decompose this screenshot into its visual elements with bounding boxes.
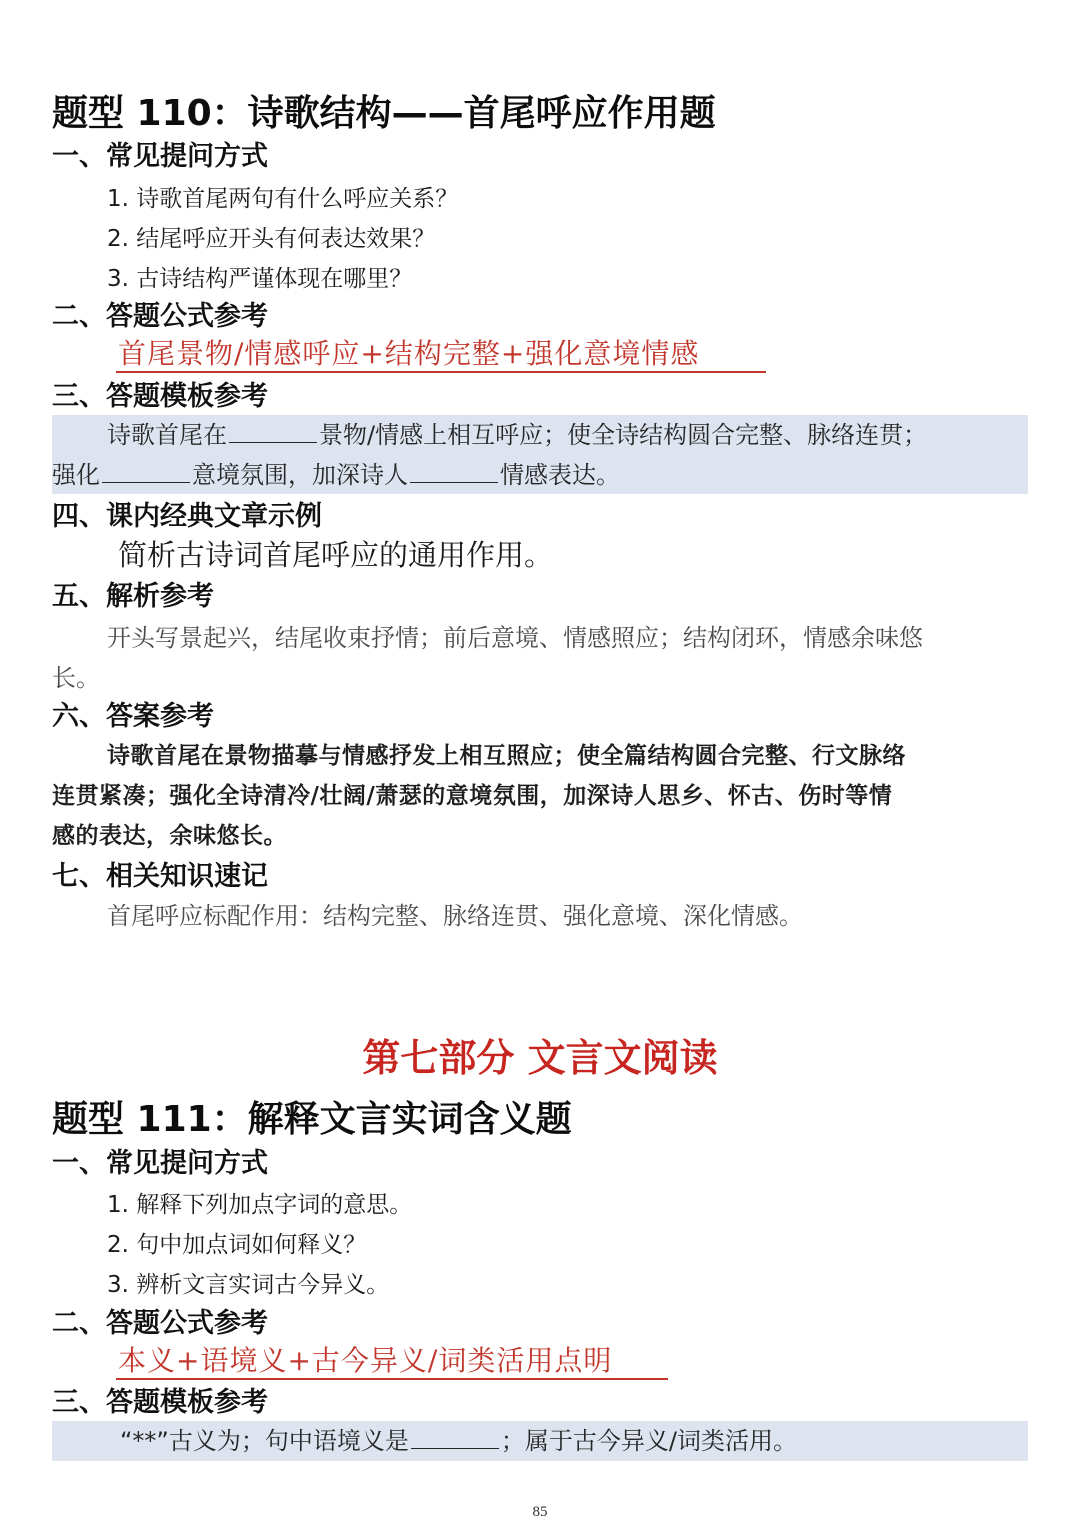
heading-answer-formula: 二、答题公式参考 bbox=[52, 301, 268, 332]
formula-underline bbox=[116, 1378, 668, 1380]
fill-blank bbox=[102, 460, 190, 483]
template-text: “**”古义为；句中语境义是 bbox=[120, 1427, 409, 1455]
section-110-title: 题型 110：诗歌结构——首尾呼应作用题 bbox=[52, 93, 716, 134]
template-text: 强化 bbox=[52, 461, 100, 489]
fill-blank bbox=[229, 420, 317, 443]
answer-line-2: 连贯紧凑；强化全诗清冷/壮阔/萧瑟的意境氛围，加深诗人思乡、怀古、伤时等情 bbox=[52, 782, 893, 809]
question-item: 3. 辨析文言实词古今异义。 bbox=[107, 1272, 390, 1298]
template-line-1 bbox=[120, 1421, 797, 1461]
heading-analysis: 五、解析参考 bbox=[52, 581, 214, 612]
template-text: 意境氛围，加深诗人 bbox=[192, 461, 408, 489]
quick-memo-text: 首尾呼应标配作用：结构完整、脉络连贯、强化意境、深化情感。 bbox=[107, 902, 803, 930]
part-heading: 第七部分 文言文阅读 bbox=[362, 1036, 718, 1080]
question-item: 1. 解释下列加点字词的意思。 bbox=[107, 1192, 413, 1218]
page-number: 85 bbox=[532, 1504, 548, 1520]
analysis-line-2: 长。 bbox=[52, 664, 100, 692]
heading-answer-template: 三、答题模板参考 bbox=[52, 381, 268, 412]
heading-classic-example: 四、课内经典文章示例 bbox=[52, 501, 322, 532]
answer-line-1: 诗歌首尾在景物描摹与情感抒发上相互照应；使全篇结构圆合完整、行文脉络 bbox=[107, 742, 906, 769]
question-item: 2. 结尾呼应开头有何表达效果？ bbox=[107, 226, 436, 252]
heading-quick-memo: 七、相关知识速记 bbox=[52, 861, 268, 892]
heading-question-types: 一、常见提问方式 bbox=[52, 1148, 268, 1179]
section-111-title: 题型 111：解释文言实词含义题 bbox=[52, 1099, 572, 1140]
question-item: 1. 诗歌首尾两句有什么呼应关系？ bbox=[107, 186, 459, 212]
question-item: 2. 句中加点词如何释义？ bbox=[107, 1232, 367, 1258]
heading-answer-formula: 二、答题公式参考 bbox=[52, 1308, 268, 1339]
heading-question-types: 一、常见提问方式 bbox=[52, 141, 268, 172]
answer-line-3: 感的表达，余味悠长。 bbox=[52, 822, 287, 849]
answer-template-box bbox=[52, 415, 1028, 494]
question-item: 3. 古诗结构严谨体现在哪里？ bbox=[107, 266, 413, 292]
template-line-2 bbox=[52, 455, 620, 495]
example-text: 简析古诗词首尾呼应的通用作用。 bbox=[118, 538, 554, 572]
template-text: 情感表达。 bbox=[500, 461, 620, 489]
template-text: ；属于古今异义/词类活用。 bbox=[500, 1427, 797, 1455]
answer-template-box bbox=[52, 1421, 1028, 1461]
analysis-line-1: 开头写景起兴，结尾收束抒情；前后意境、情感照应；结构闭环，情感余味悠 bbox=[107, 624, 923, 652]
fill-blank bbox=[410, 460, 498, 483]
template-text: 诗歌首尾在 bbox=[107, 421, 227, 449]
heading-answer-template: 三、答题模板参考 bbox=[52, 1387, 268, 1418]
fill-blank bbox=[411, 1426, 499, 1449]
template-text: 景物/情感上相互呼应；使全诗结构圆合完整、脉络连贯； bbox=[319, 421, 928, 449]
heading-answer: 六、答案参考 bbox=[52, 701, 214, 732]
answer-formula: 首尾景物/情感呼应+结构完整+强化意境情感 bbox=[118, 337, 700, 370]
formula-underline bbox=[116, 371, 766, 373]
template-line-1 bbox=[107, 415, 927, 455]
answer-formula: 本义+语境义+古今异义/词类活用点明 bbox=[118, 1344, 613, 1377]
